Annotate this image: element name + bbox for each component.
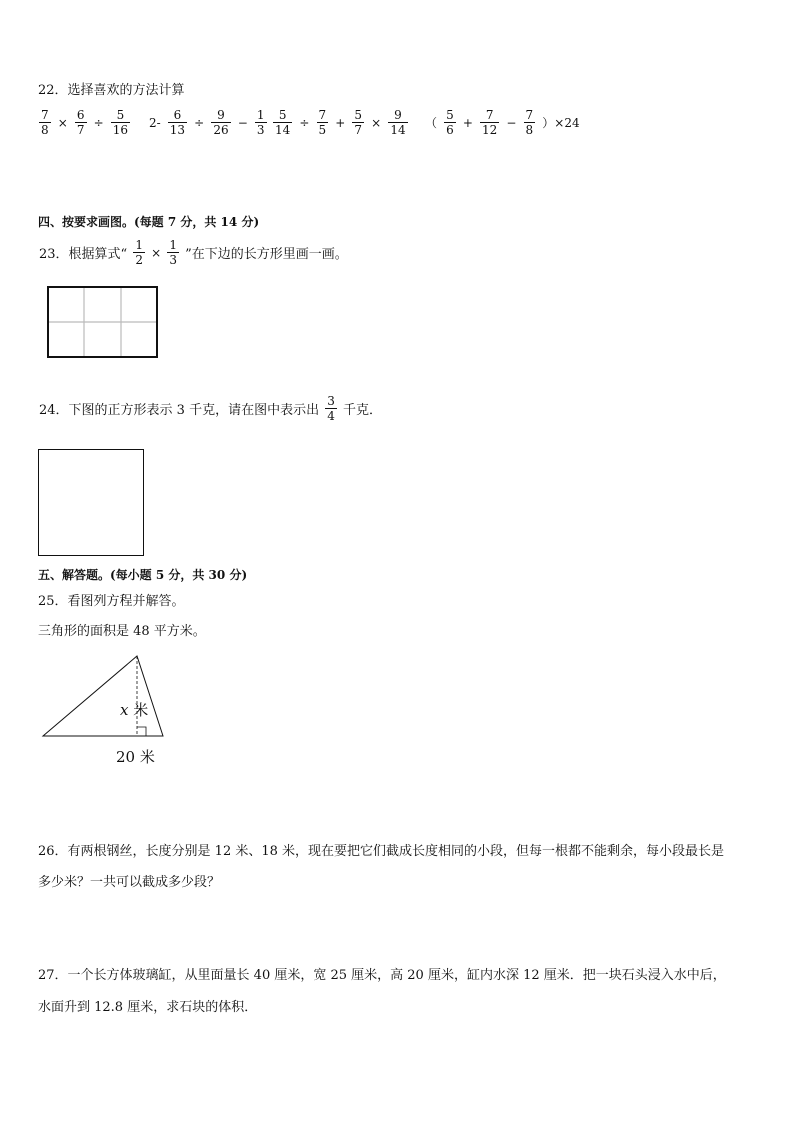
fraction: $\frac{1}{3}$ [256, 108, 265, 137]
fraction: $\frac{6}{13}$ [169, 108, 186, 137]
q25-statement: 三角形的面积是 48 平方米。 [38, 624, 206, 639]
fraction: $\frac{1}{3}$ [169, 238, 177, 267]
fraction: $\frac{7}{5}$ [318, 108, 327, 137]
fraction: $\frac{7}{8}$ [525, 108, 534, 137]
q25-triangle [40, 655, 170, 745]
fraction: $\frac{9}{26}$ [213, 108, 229, 137]
q23-grid-rectangle [47, 286, 158, 358]
q25-height-label: x 米 [120, 701, 149, 719]
fraction: $\frac{5}{6}$ [446, 108, 454, 137]
fraction: $\frac{5}{7}$ [354, 108, 363, 137]
section-5-heading: 五、解答题。(每小题 5 分，共 30 分) [38, 568, 248, 582]
fraction: $\frac{6}{7}$ [76, 108, 85, 137]
q25-title: 25．看图列方程并解答。 [38, 594, 185, 609]
q26-line-1: 26．有两根钢丝，长度分别是 12 米、18 米，现在要把它们截成长度相同的小段，但每一根都不能剩余，每小段最长是 [38, 844, 725, 859]
q25-base-label: 20 米 [116, 748, 155, 766]
fraction: $\frac{3}{4}$ [327, 394, 335, 423]
q22-expression-3: $\frac{5}{14}$ ÷ $\frac{7}{5}$ + $\frac{5}{7}$ × $\frac{9}{14}$ [275, 108, 406, 137]
q27-line-1: 27．一个长方体玻璃缸，从里面量长 40 厘米，宽 25 厘米，高 20 厘米，缸内水深 12 厘米．把一块石头浸入水中后， [38, 968, 726, 983]
fraction: $\frac{7}{8}$ [41, 108, 49, 137]
q24-square [38, 449, 144, 556]
section-4-heading: 四、按要求画图。(每题 7 分，共 14 分) [38, 215, 260, 229]
fraction: $\frac{5}{16}$ [112, 108, 129, 137]
q22-expression-2: 2- $\frac{6}{13}$ ÷ $\frac{9}{26}$ − $\frac{1}{3}$ [149, 108, 265, 137]
q22-expression-1: $\frac{7}{8}$ × $\frac{6}{7}$ ÷ $\frac{5}{16}$ [41, 108, 129, 137]
fraction: $\frac{1}{2}$ [135, 238, 143, 267]
fraction: $\frac{5}{14}$ [275, 108, 291, 137]
q22-title: 22．选择喜欢的方法计算 [38, 83, 185, 98]
q26-line-2: 多少米？一共可以截成多少段？ [38, 875, 221, 890]
fraction: $\frac{9}{14}$ [390, 108, 406, 137]
q22-expression-4: （ $\frac{5}{6}$ + $\frac{7}{12}$ − $\frac{7}{8}$ ）×24 [425, 108, 580, 137]
fraction: $\frac{7}{12}$ [482, 108, 498, 137]
q23-prompt: 23．根据算式“ $\frac{1}{2}$ × $\frac{1}{3}$ ”在下边的长方形里画一画。 [39, 238, 348, 267]
q27-line-2: 水面升到 12.8 厘米，求石块的体积． [38, 1000, 258, 1015]
q24-prompt: 24．下图的正方形表示 3 千克，请在图中表示出 $\frac{3}{4}$ 千克． [39, 394, 383, 423]
